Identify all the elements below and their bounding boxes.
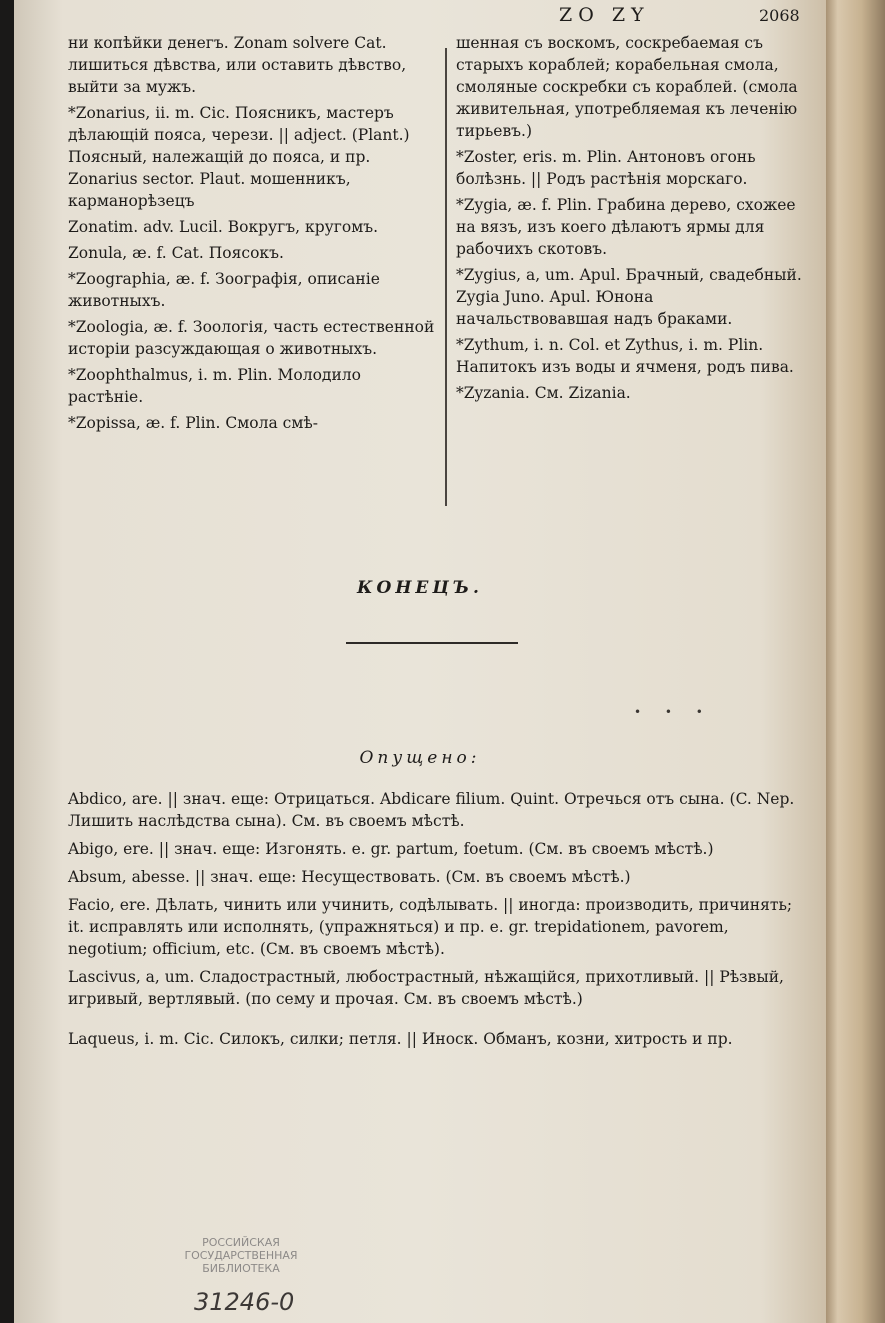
end-heading: КОНЕЦЪ. bbox=[357, 578, 483, 598]
dictionary-entry: ни копѣйки денегъ. Zonam solvere Cat. лишиться дѣвства, или оставить дѣвство, выйти за мужъ. bbox=[68, 34, 407, 96]
omitted-entry: Laqueus, i. m. Cic. Силокъ, силки; петля. || Иноск. Обманъ, козни, хитрость и пр. bbox=[68, 1030, 733, 1048]
dictionary-entry: *Zygia, æ. f. Plin. Грабина дерево, схожее на вязъ, изъ коего дѣлаютъ ярмы для рабочихъ скотовъ. bbox=[456, 196, 796, 258]
dictionary-entry: *Zygius, a, um. Apul. Брачный, свадебный. Zygia Juno. Apul. Юнона начальствовавшая надъ браками. bbox=[456, 266, 802, 328]
page-edge-stack bbox=[826, 0, 885, 1323]
stamp-line: РОССИЙСКАЯ bbox=[202, 1236, 280, 1249]
omitted-entry: Abdico, are. || знач. еще: Отрицаться. Abdicare filium. Quint. Отречься отъ сына. (C. Nep. Лишить наслѣдства сына). См. въ своемъ мѣстѣ. bbox=[68, 790, 795, 830]
stamp-line: ГОСУДАРСТВЕННАЯ bbox=[184, 1249, 298, 1262]
right-column bbox=[456, 32, 802, 408]
running-head: ZO ZY bbox=[559, 4, 650, 26]
column-divider bbox=[445, 48, 447, 506]
dictionary-entry: *Zopissa, æ. f. Plin. Смола смѣ- bbox=[68, 414, 318, 432]
left-column bbox=[68, 32, 436, 438]
dictionary-entry: Zonatim. adv. Lucil. Вокругъ, кругомъ. bbox=[68, 218, 379, 236]
omitted-entry: Lascivus, a, um. Сладострастный, любострастный, нѣжащійся, прихотливый. || Рѣзвый, игривый, вертлявый. (по сему и прочая. См. въ своемъ мѣстѣ.) bbox=[68, 968, 784, 1008]
page-number: 2068 bbox=[759, 6, 800, 25]
inventory-number: 31246-0 bbox=[194, 1288, 295, 1316]
dictionary-entry: Zonula, æ. f. Cat. Поясокъ. bbox=[68, 244, 284, 262]
omitted-entries bbox=[68, 788, 798, 1056]
dictionary-entry: *Zythum, i. n. Col. et Zythus, i. m. Plin. Напитокъ изъ воды и ячменя, родъ пива. bbox=[456, 336, 794, 376]
dictionary-entry: *Zoographia, æ. f. Зоографія, описаніе животныхъ. bbox=[68, 270, 380, 310]
library-stamp bbox=[166, 1236, 316, 1275]
dictionary-entry: *Zyzania. См. Zizania. bbox=[456, 384, 631, 402]
omitted-entry: Facio, ere. Дѣлать, чинить или учинить, содѣлывать. || иногда: производить, причинять; it. исправлять или исполнять, (упражняться) и пр. e. gr. trepidationem, pavorem, negotium; officium, etc. (См. въ своемъ мѣстѣ). bbox=[68, 896, 793, 958]
omitted-entry: Abigo, ere. || знач. еще: Изгонять. e. gr. partum, foetum. (См. въ своемъ мѣстѣ.) bbox=[68, 840, 714, 858]
omitted-heading: Опущено: bbox=[359, 748, 481, 768]
dictionary-entry: *Zoophthalmus, i. m. Plin. Молодило растѣніе. bbox=[68, 366, 361, 406]
dictionary-entry: *Zonarius, ii. m. Cic. Поясникъ, мастеръ дѣлающій пояса, черези. || adject. (Plant.) Поясный, належащій до пояса, и пр. Zonarius sector. Plaut. мошенникъ, карманорѣзецъ bbox=[68, 104, 410, 210]
stamp-line: БИБЛИОТЕКА bbox=[202, 1262, 280, 1275]
dictionary-entry: *Zoologia, æ. f. Зоологія, часть естественной исторіи разсуждающая о животныхъ. bbox=[68, 318, 435, 358]
omitted-entry: Absum, abesse. || знач. еще: Несуществовать. (См. въ своемъ мѣстѣ.) bbox=[68, 868, 631, 886]
book-spine-shadow bbox=[0, 0, 14, 1323]
ink-specks-decoration: • • • bbox=[634, 705, 713, 719]
dictionary-entry: шенная съ воскомъ, соскребаемая съ старыхъ кораблей; корабельная смола, смоляные соскребки съ кораблей. (смола живительная, употребляемая къ леченію тирьевъ.) bbox=[456, 34, 798, 140]
dictionary-entry: *Zoster, eris. m. Plin. Антоновъ огонь болѣзнь. || Родъ растѣнія морскаго. bbox=[456, 148, 756, 188]
dictionary-page bbox=[14, 0, 826, 1323]
end-rule-divider bbox=[346, 642, 518, 644]
